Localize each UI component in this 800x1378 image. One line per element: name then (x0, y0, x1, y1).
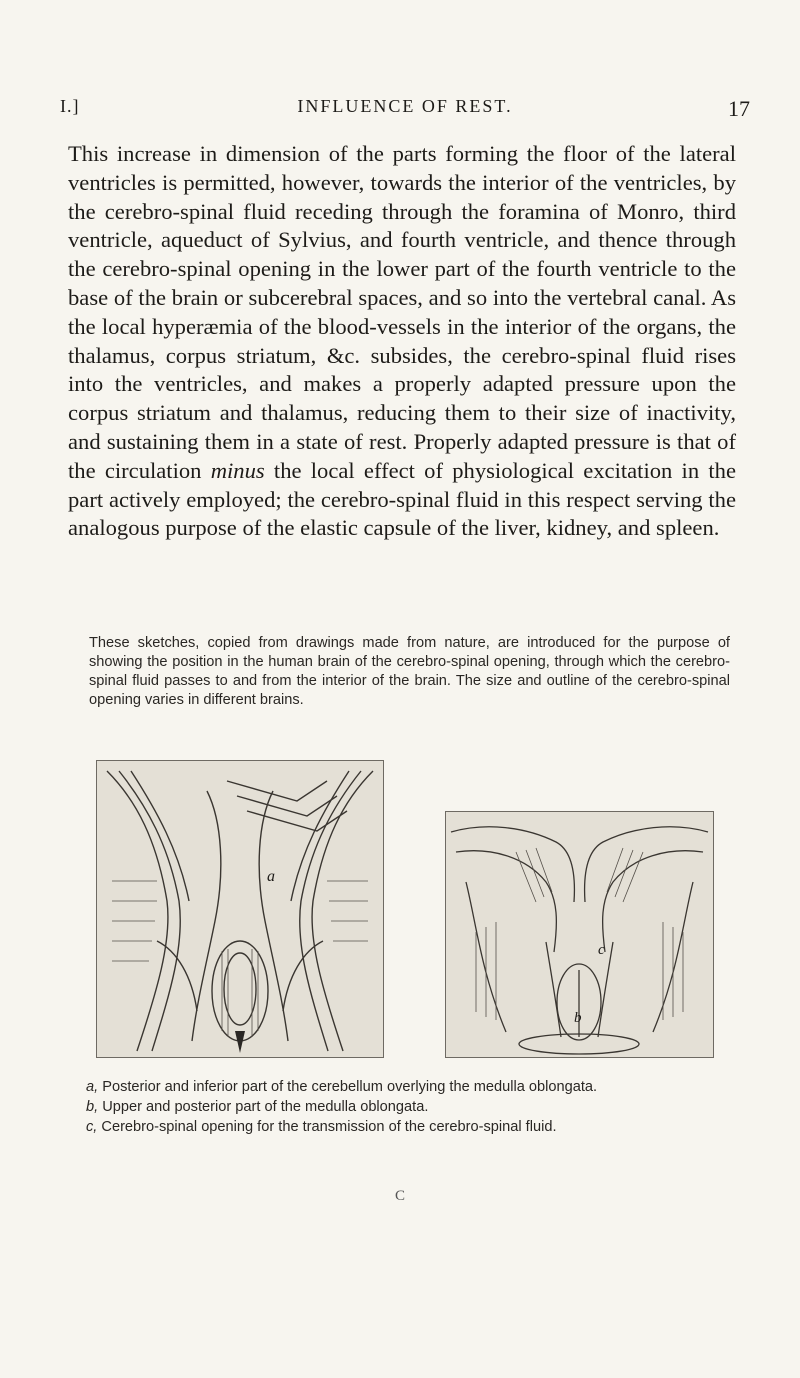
figure-captions (86, 1078, 746, 1138)
caption-b (86, 1098, 746, 1117)
running-header (60, 96, 750, 136)
body-text-part-2: the local effect of physiological excitation in the part actively employed; the cerebro-spinal fluid in this respect serving the analogous purpose of the elastic capsule of the liver, kidney, and spleen. (68, 457, 736, 541)
caption-text-b: Upper and posterior part of the medulla oblongata. (102, 1099, 429, 1115)
signature-mark: C (394, 1188, 405, 1204)
figure-label-c: c (598, 942, 605, 958)
caption-key-b: b, (86, 1099, 99, 1115)
caption-key-c: c, (86, 1119, 98, 1135)
page-number: 17 (728, 96, 750, 121)
emphasis-minus: minus (210, 457, 265, 483)
brain-sketch-right (445, 811, 714, 1058)
body-text-part-1: This increase in dimension of the parts forming the floor of the lateral ventricles is permitted, however, towards the interior of the ventricles, by the cerebro-spinal fluid receding through the foramina of Monro, third ventricle, aqueduct of Sylvius, and fourth ventricle, and thence through the cerebro-spinal opening in the lower part of the fourth ventricle to the base of the brain or subcerebral spaces, and so into the vertebral canal. As the local hyperæmia of the blood-vessels in the interior of the organs, the thalamus, corpus striatum, &c. subsides, the cerebro-spinal fluid rises into the ventricles, and makes a properly adapted pressure upon the corpus striatum and thalamus, reducing them to their size of inactivity, and sustaining them in a state of rest. Properly adapted pressure is that of the circulation (68, 141, 736, 483)
chapter-marker: I.] (60, 96, 80, 116)
brain-illustration-left (97, 761, 383, 1057)
caption-text-a: Posterior and inferior part of the cerebellum overlying the medulla oblongata. (102, 1079, 598, 1095)
body-paragraph (68, 140, 736, 543)
caption-c (86, 1118, 746, 1137)
brain-illustration-right (446, 812, 713, 1057)
figure-intro-text: These sketches, copied from drawings made from nature, are introduced for the purpose of showing the position in the human brain of the cerebro-spinal opening, through which the cerebro-spinal fluid passes to and from the interior of the brain. The size and outline of the cerebro-spinal opening varies in different brains. (89, 635, 730, 708)
caption-key-a: a, (86, 1079, 99, 1095)
brain-sketch-left (96, 760, 384, 1058)
figure-label-b: b (574, 1010, 582, 1026)
caption-text-c: Cerebro-spinal opening for the transmission of the cerebro-spinal fluid. (101, 1119, 557, 1135)
running-title: INFLUENCE OF REST. (297, 96, 513, 116)
figure-label-a: a (267, 868, 275, 885)
caption-a (86, 1078, 746, 1097)
